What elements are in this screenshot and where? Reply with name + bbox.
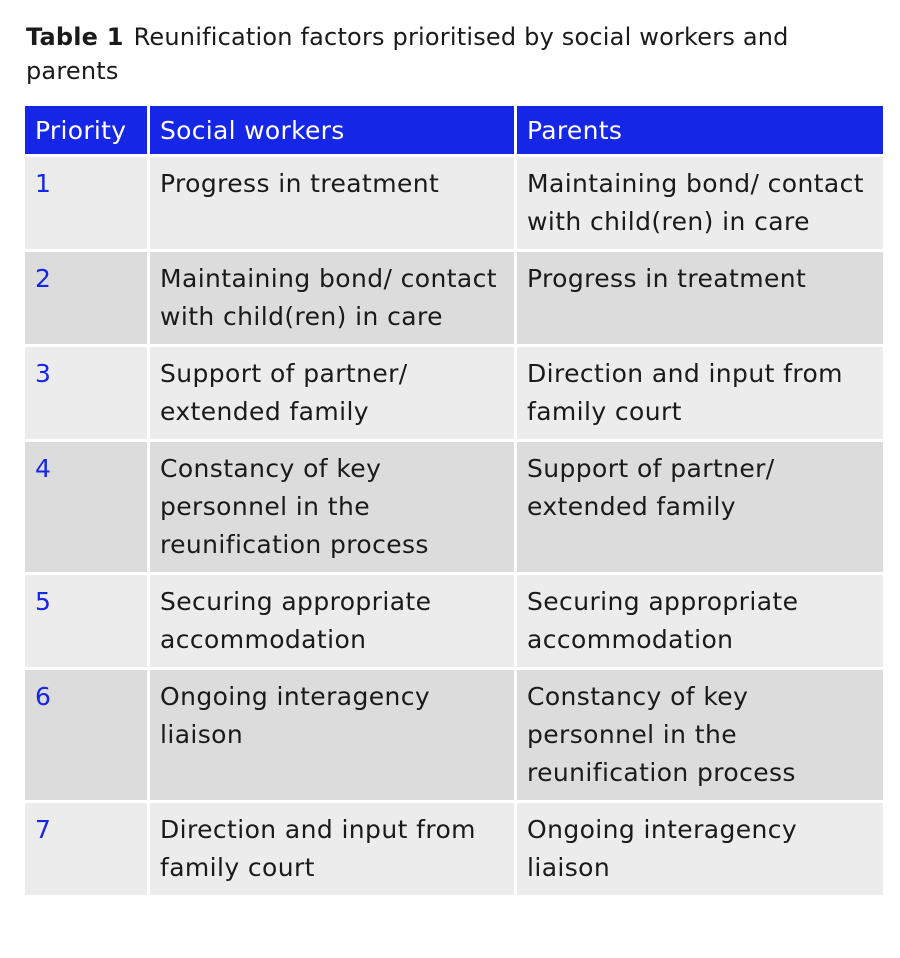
table-row (25, 252, 883, 344)
parents-cell: Securing appropriate accommodation (517, 575, 883, 667)
priority-cell: 7 (25, 803, 147, 895)
priority-cell: 2 (25, 252, 147, 344)
social-workers-cell: Maintaining bond/ contact with child(ren) in care (150, 252, 514, 344)
table-caption-label: Table 1 (26, 23, 124, 51)
reunification-factors-table (22, 103, 886, 898)
table-header-row (25, 106, 883, 154)
table-row (25, 442, 883, 572)
parents-cell: Constancy of key personnel in the reunification process (517, 670, 883, 800)
parents-cell: Maintaining bond/ contact with child(ren) in care (517, 157, 883, 249)
parents-cell: Support of partner/ extended family (517, 442, 883, 572)
table-row (25, 157, 883, 249)
priority-cell: 3 (25, 347, 147, 439)
social-workers-cell: Progress in treatment (150, 157, 514, 249)
parents-cell: Direction and input from family court (517, 347, 883, 439)
social-workers-cell: Ongoing interagency liaison (150, 670, 514, 800)
priority-cell: 6 (25, 670, 147, 800)
social-workers-cell: Support of partner/ extended family (150, 347, 514, 439)
priority-cell: 1 (25, 157, 147, 249)
priority-cell: 4 (25, 442, 147, 572)
social-workers-cell: Securing appropriate accommodation (150, 575, 514, 667)
table-row (25, 803, 883, 895)
header-social-workers: Social workers (150, 106, 514, 154)
header-parents: Parents (517, 106, 883, 154)
table-row (25, 347, 883, 439)
parents-cell: Progress in treatment (517, 252, 883, 344)
social-workers-cell: Constancy of key personnel in the reunification process (150, 442, 514, 572)
social-workers-cell: Direction and input from family court (150, 803, 514, 895)
header-priority: Priority (25, 106, 147, 154)
table-caption (26, 20, 846, 88)
table-row (25, 670, 883, 800)
table-row (25, 575, 883, 667)
priority-cell: 5 (25, 575, 147, 667)
table-caption-text: Reunification factors prioritised by social workers and parents (26, 23, 789, 85)
parents-cell: Ongoing interagency liaison (517, 803, 883, 895)
